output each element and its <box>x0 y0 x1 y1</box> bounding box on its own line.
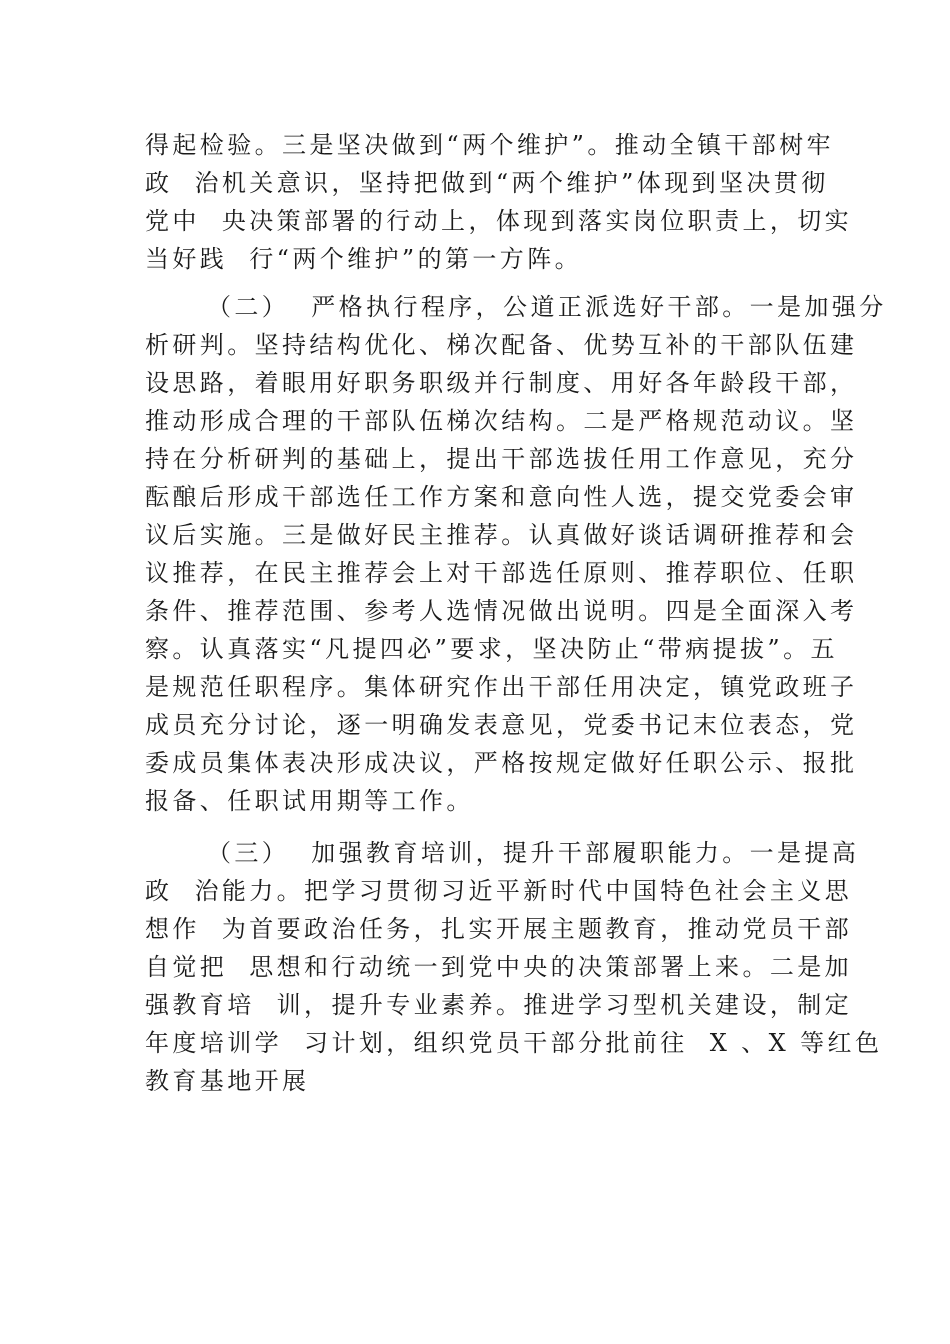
body-text-line: 想作 为首要政治任务，扎实开展主题教育，推动党员干部 <box>145 915 853 943</box>
section-heading-line: （二） 严格执行程序，公道正派选好干部。一是加强分 <box>207 293 887 321</box>
body-text-line: 议推荐，在民主推荐会上对干部选任原则、推荐职位、任职 <box>145 559 858 587</box>
body-text-line: 当好践 行“两个维护”的第一方阵。 <box>145 245 582 273</box>
body-text-line: 是规范任职程序。集体研究作出干部任用决定，镇党政班子 <box>145 673 858 701</box>
body-text-line: 强教育培 训，提升专业素养。推进学习型机关建设，制定 <box>145 991 853 1019</box>
body-text-line: 党中 央决策部署的行动上，体现到落实岗位职责上，切实 <box>145 207 853 235</box>
body-text-line: 析研判。坚持结构优化、梯次配备、优势互补的干部队伍建 <box>145 331 858 359</box>
section-heading-line: （三） 加强教育培训，提升干部履职能力。一是提高 <box>207 839 860 867</box>
body-text-line: 条件、推荐范围、参考人选情况做出说明。四是全面深入考 <box>145 597 858 625</box>
body-text-line: 教育基地开展 <box>145 1067 310 1095</box>
body-text-line: 报备、任职试用期等工作。 <box>145 787 474 815</box>
body-text-line: 自觉把 思想和行动统一到党中央的决策部署上来。二是加 <box>145 953 853 981</box>
body-text-line: 酝酿后形成干部选任工作方案和意向性人选，提交党委会审 <box>145 483 858 511</box>
body-text-line: 察。认真落实“凡提四必”要求，坚决防止“带病提拔”。五 <box>145 635 838 663</box>
body-text-line: 议后实施。三是做好民主推荐。认真做好谈话调研推荐和会 <box>145 521 858 549</box>
body-text-line: 持在分析研判的基础上，提出干部选拔任用工作意见，充分 <box>145 445 858 473</box>
body-text-line: 委成员集体表决形成决议，严格按规定做好任职公示、报批 <box>145 749 858 777</box>
body-text-line: 年度培训学 习计划，组织党员干部分批前往 X 、X 等红色 <box>145 1029 883 1057</box>
body-text-line: 政 治能力。把学习贯彻习近平新时代中国特色社会主义思 <box>145 877 853 905</box>
body-text-line: 政 治机关意识，坚持把做到“两个维护”体现到坚决贯彻 <box>145 169 829 197</box>
body-text-line: 得起检验。三是坚决做到“两个维护”。推动全镇干部树牢 <box>145 131 834 159</box>
body-text-line: 成员充分讨论，逐一明确发表意见，党委书记末位表态，党 <box>145 711 858 739</box>
body-text-line: 推动形成合理的干部队伍梯次结构。二是严格规范动议。坚 <box>145 407 858 435</box>
body-text-line: 设思路，着眼用好职务职级并行制度、用好各年龄段干部， <box>145 369 858 397</box>
